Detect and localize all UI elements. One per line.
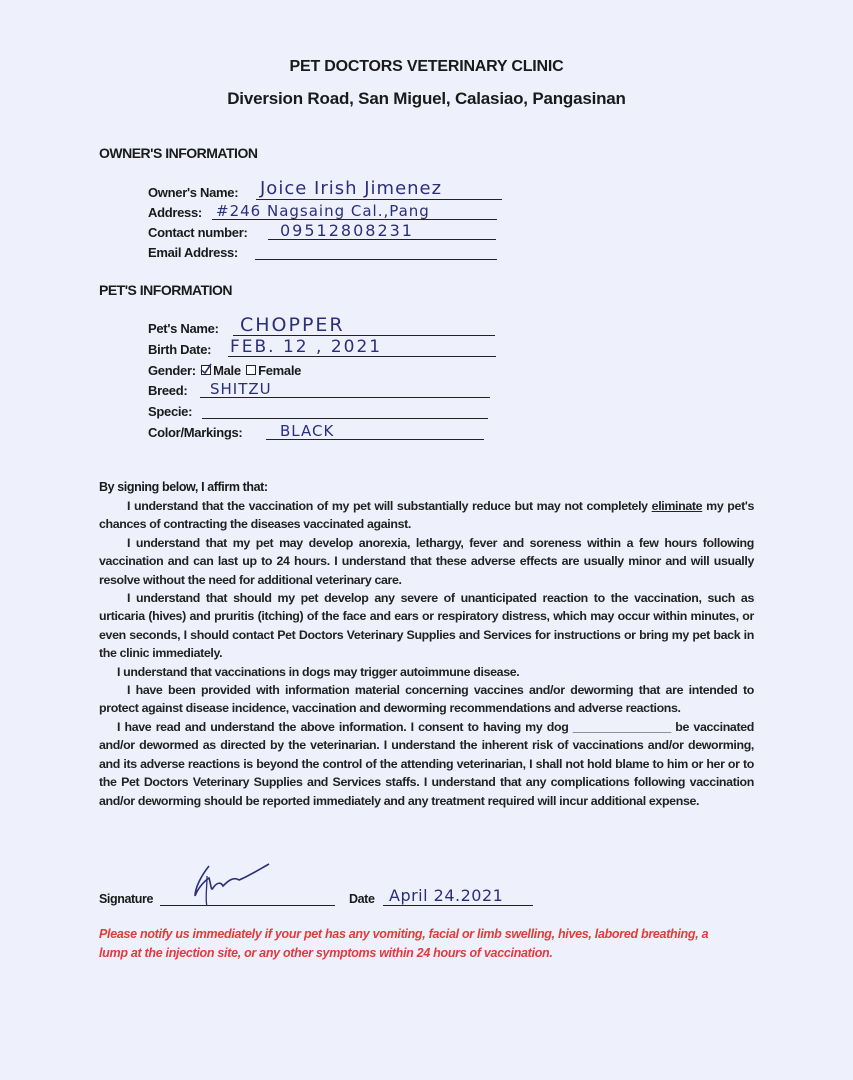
pet-breed-row — [148, 380, 508, 400]
pet-color-value[interactable]: BLACK — [280, 422, 335, 440]
gender-female-checkbox[interactable] — [246, 365, 256, 375]
pet-gender-row — [148, 360, 508, 380]
pet-breed-label: Breed: — [148, 383, 188, 398]
pet-specie-row — [148, 401, 508, 421]
gender-male-checkbox[interactable] — [201, 365, 211, 375]
eliminate-underlined: eliminate — [651, 499, 703, 513]
consent-intro: By signing below, I affirm that: — [99, 480, 268, 494]
pet-section-title: PET'S INFORMATION — [99, 282, 233, 298]
pet-birthdate-label: Birth Date: — [148, 342, 212, 357]
owner-contact-label: Contact number: — [148, 225, 248, 240]
owner-name-value[interactable]: Joice Irish Jimenez — [260, 178, 443, 199]
clinic-name: PET DOCTORS VETERINARY CLINIC — [289, 58, 564, 75]
handwritten-signature[interactable] — [187, 862, 297, 908]
date-line — [383, 905, 533, 906]
gender-male-label: Male — [213, 363, 241, 378]
pet-birthdate-row — [148, 339, 508, 359]
gender-female-label: Female — [258, 363, 302, 378]
date-label: Date — [349, 892, 375, 906]
date-value[interactable]: April 24.2021 — [389, 886, 504, 905]
checkmark-icon — [200, 363, 212, 375]
consent-paragraph-5: I have been provided with information material concerning vaccines and/or deworming that are intended to protect against disease incidence, vaccination and deworming recommendations and adverse reactions. — [99, 683, 754, 716]
owner-email-label: Email Address: — [148, 245, 238, 260]
owner-email-row — [148, 242, 508, 262]
pet-name-label: Pet's Name: — [148, 321, 219, 336]
consent-paragraph-3: I understand that should my pet develop any severe of unanticipated reaction to the vaccination, such as urticaria (hives) and pruritis (itching) of the face and ears or respiratory distress, which may occur within minutes, or even seconds, I should contact Pet Doctors Veterinary Supplies and Services for instructions or bring my pet back in the clinic immediately. — [99, 591, 754, 661]
pet-name-value[interactable]: CHOPPER — [240, 314, 345, 336]
owner-name-row — [148, 178, 508, 202]
owner-address-row — [148, 202, 508, 222]
owner-email-line — [255, 259, 497, 260]
consent-paragraph-4: I understand that vaccinations in dogs may trigger autoimmune disease. — [117, 664, 520, 679]
owner-contact-row — [148, 222, 508, 242]
consent-paragraph-2: I understand that my pet may develop anorexia, lethargy, fever and soreness within a few hours following vaccination and can last up to 24 hours. I understand that these adverse effects are usually minor and will usually resolve without the need for additional veterinary care. — [99, 535, 754, 587]
owner-name-label: Owner's Name: — [148, 185, 239, 200]
signature-label: Signature — [99, 892, 154, 906]
pet-breed-value[interactable]: SHITZU — [210, 380, 272, 398]
pet-specie-label: Specie: — [148, 404, 193, 419]
warning-notice: Please notify us immediately if your pet has any vomiting, facial or limb swelling, hives, labored breathing, a lump at the injection site, or any other symptoms within 24 hours of vaccination. — [99, 927, 709, 960]
clinic-address: Diversion Road, San Miguel, Calasiao, Pangasinan — [227, 89, 626, 108]
pet-name-row — [148, 314, 508, 338]
owner-contact-value[interactable]: 09512808231 — [280, 221, 414, 240]
signature-row — [99, 886, 759, 908]
pet-gender-label: Gender: — [148, 363, 196, 378]
pet-color-row — [148, 422, 508, 442]
consent-paragraph-6: I have read and understand the above information. I consent to having my dog _______________ be vaccinated and/or dewormed as directed by the veterinarian. I understand the inherent risk of vaccinations and/or deworming, and its adverse reactions is beyond the control of the attending veterinarian, I shall not hold blame to him or her or to the Pet Doctors Veterinary Supplies and Services staffs. I understand that any complications following vaccination and/or deworming should be reported immediately and any treatment required will incur additional expense. — [99, 719, 754, 808]
owner-section-title: OWNER'S INFORMATION — [99, 145, 258, 161]
pet-specie-line — [202, 418, 488, 419]
owner-address-value[interactable]: #246 Nagsaing Cal.,Pang — [216, 202, 430, 220]
pet-gender-group — [148, 363, 301, 378]
pet-birthdate-value[interactable]: FEB. 12 , 2021 — [230, 337, 383, 357]
pet-color-label: Color/Markings: — [148, 425, 243, 440]
consent-body — [99, 497, 754, 810]
owner-address-label: Address: — [148, 205, 202, 220]
consent-paragraph-1: I understand that the vaccination of my pet will substantially reduce but may not completely eliminate my pet's chances of contracting the diseases vaccinated against. — [99, 499, 754, 532]
owner-name-line — [256, 199, 502, 200]
